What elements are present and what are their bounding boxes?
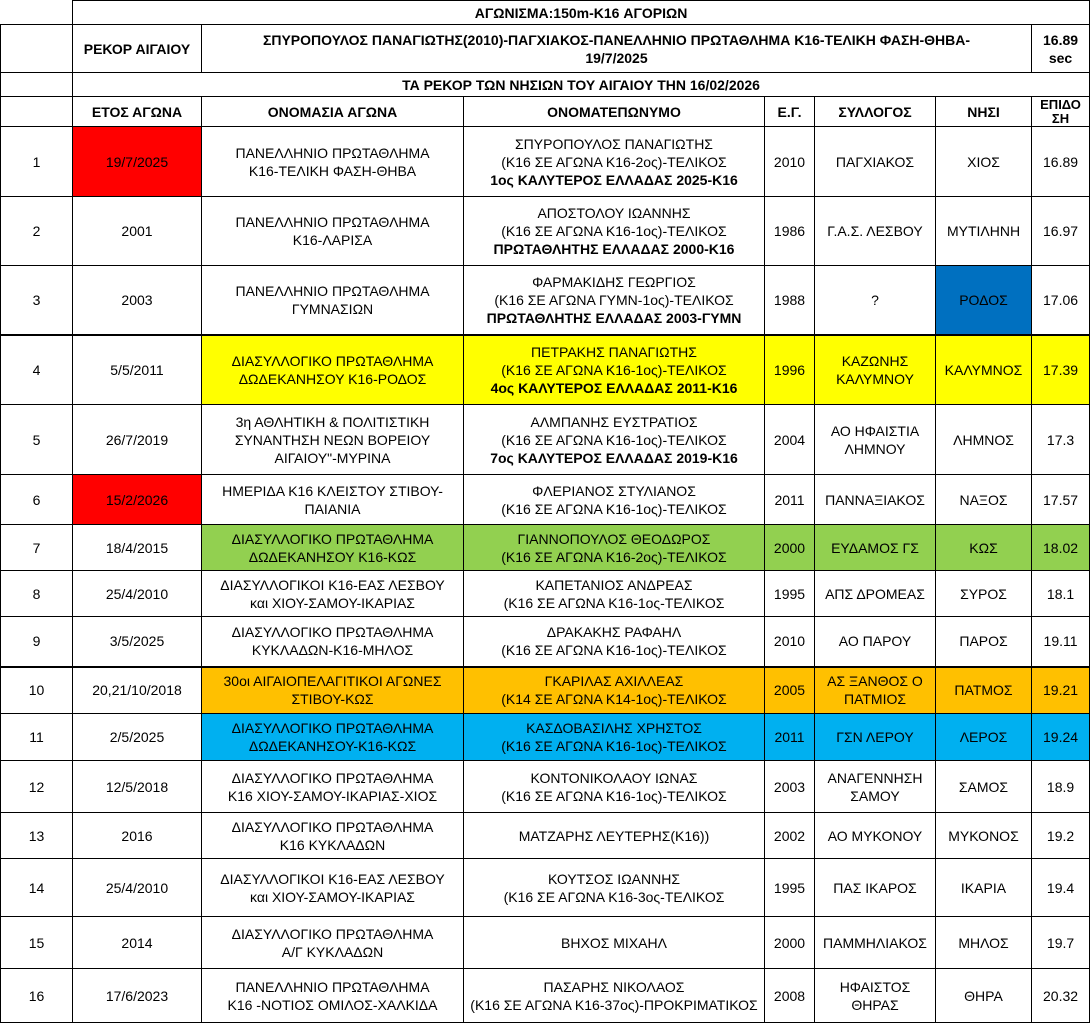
club-cell: ΕΥΔΑΜΟΣ ΓΣ [815,525,936,571]
col-birth: Ε.Γ. [765,97,815,127]
rank-cell: 12 [1,761,73,813]
performance-cell: 19.24 [1032,714,1090,761]
col-performance: ΕΠΙΔΟ ΣΗ [1032,97,1090,127]
island-cell: ΚΩΣ [936,525,1032,571]
club-cell: ΑΟ ΠΑΡΟΥ [815,617,936,667]
date-cell: 26/7/2019 [73,405,202,475]
meet-cell: ΗΜΕΡΙΔΑ Κ16 ΚΛΕΙΣΤΟΥ ΣΤΙΒΟΥ- ΠΑΙΑΝΙΑ [202,475,464,525]
table-row [1,266,1090,335]
table-row [1,617,1090,667]
athlete-cell: ΦΛΕΡΙΑΝΟΣ ΣΤΥΛΙΑΝΟΣ (Κ16 ΣΕ ΑΓΩΝΑ Κ16-1ος)-ΤΕΛΙΚΟΣ [464,475,765,525]
island-cell: ΛΕΡΟΣ [936,714,1032,761]
column-header-row [1,97,1090,127]
performance-cell: 16.97 [1032,197,1090,266]
subtitle-row [1,73,1090,97]
athlete-cell: ΚΟΝΤΟΝΙΚΟΛΑΟΥ ΙΩΝΑΣ (Κ16 ΣΕ ΑΓΩΝΑ Κ16-1ος)-ΤΕΛΙΚΟΣ [464,761,765,813]
island-cell: ΧΙΟΣ [936,127,1032,197]
birth-year-cell: 1996 [765,335,815,405]
club-cell: ΠΑΓΧΙΑΚΟΣ [815,127,936,197]
rank-cell: 4 [1,335,73,405]
date-cell: 25/4/2010 [73,571,202,617]
island-cell: ΘΗΡΑ [936,969,1032,1023]
club-cell: ΑΣ ΞΑΝΘΟΣ Ο ΠΑΤΜΙΟΣ [815,667,936,714]
birth-year-cell: 2002 [765,813,815,859]
athlete-cell: ΚΑΠΕΤΑΝΙΟΣ ΑΝΔΡΕΑΣ (Κ16 ΣΕ ΑΓΩΝΑ Κ16-1ος-ΤΕΛΙΚΟΣ [464,571,765,617]
records-body [1,127,1090,1023]
rank-cell: 9 [1,617,73,667]
rank-cell: 7 [1,525,73,571]
meet-cell: ΔΙΑΣΥΛΛΟΓΙΚΟΙ Κ16-ΕΑΣ ΛΕΣΒΟΥ και ΧΙΟΥ-ΣΑΜΟΥ-ΙΚΑΡΙΑΣ [202,859,464,917]
date-cell: 19/7/2025 [73,127,202,197]
birth-year-cell: 2004 [765,405,815,475]
athlete-cell: ΒΗΧΟΣ ΜΙΧΑΗΛ [464,917,765,969]
birth-year-cell: 1995 [765,571,815,617]
birth-year-cell: 2010 [765,127,815,197]
table-row [1,813,1090,859]
date-cell: 2/5/2025 [73,714,202,761]
table-row [1,969,1090,1023]
rank-cell: 14 [1,859,73,917]
meet-cell: ΠΑΝΕΛΛΗΝΙΟ ΠΡΩΤΑΘΛΗΜΑ ΓΥΜΝΑΣΙΩΝ [202,266,464,335]
island-cell: ΣΑΜΟΣ [936,761,1032,813]
island-cell: ΙΚΑΡΙΑ [936,859,1032,917]
birth-year-cell: 2008 [765,969,815,1023]
meet-cell: ΔΙΑΣΥΛΛΟΓΙΚΟ ΠΡΩΤΑΘΛΗΜΑ ΔΩΔΕΚΑΝΗΣΟΥ Κ16-ΚΩΣ [202,525,464,571]
meet-cell: 3η ΑΘΛΗΤΙΚΗ & ΠΟΛΙΤΙΣΤΙΚΗ ΣΥΝΑΝΤΗΣΗ ΝΕΩΝ ΒΟΡΕΙΟΥ ΑΙΓΑΙΟΥ"-ΜΥΡΙΝΑ [202,405,464,475]
rank-cell: 8 [1,571,73,617]
performance-cell: 17.57 [1032,475,1090,525]
athlete-cell: ΔΡΑΚΑΚΗΣ ΡΑΦΑΗΛ (Κ16 ΣΕ ΑΓΩΝΑ Κ16-1ος)-ΤΕΛΙΚΟΣ [464,617,765,667]
island-cell: ΜΗΛΟΣ [936,917,1032,969]
meet-cell: ΔΙΑΣΥΛΛΟΓΙΚΟΙ Κ16-ΕΑΣ ΛΕΣΒΟΥ και ΧΙΟΥ-ΣΑΜΟΥ-ΙΚΑΡΙΑΣ [202,571,464,617]
island-cell: ΛΗΜΝΟΣ [936,405,1032,475]
performance-cell: 19.4 [1032,859,1090,917]
rank-cell: 1 [1,127,73,197]
performance-cell: 18.02 [1032,525,1090,571]
club-cell: ΑΠΣ ΔΡΟΜΕΑΣ [815,571,936,617]
birth-year-cell: 1986 [765,197,815,266]
table-row [1,405,1090,475]
record-time: 16.89 sec [1032,25,1090,73]
rank-cell: 2 [1,197,73,266]
subtitle: ΤΑ ΡΕΚΟΡ ΤΩΝ ΝΗΣΙΩΝ ΤΟΥ ΑΙΓΑΙΟΥ ΤΗΝ 16/02/2026 [73,73,1090,97]
club-cell: ΓΣΝ ΛΕΡΟΥ [815,714,936,761]
performance-cell: 20.32 [1032,969,1090,1023]
record-description: ΣΠΥΡΟΠΟΥΛΟΣ ΠΑΝΑΓΙΩΤΗΣ(2010)-ΠΑΓΧΙΑΚΟΣ-ΠΑΝΕΛΛΗΝΙΟ ΠΡΩΤΑΘΛΗΜΑ Κ16-ΤΕΛΙΚΗ ΦΑΣΗ-ΘΗΒΑ- 19/7/2025 [202,25,1032,73]
club-cell: ? [815,266,936,335]
table-row [1,667,1090,714]
island-cell: ΚΑΛΥΜΝΟΣ [936,335,1032,405]
rank-cell: 6 [1,475,73,525]
birth-year-cell: 2003 [765,761,815,813]
birth-year-cell: 1988 [765,266,815,335]
athlete-cell: ΓΚΑΡΙΛΑΣ ΑΧΙΛΛΕΑΣ (Κ14 ΣΕ ΑΓΩΝΑ Κ14-1ος)-ΤΕΛΙΚΟΣ [464,667,765,714]
athlete-cell: ΚΟΥΤΣΟΣ ΙΩΑΝΝΗΣ (Κ16 ΣΕ ΑΓΩΝΑ Κ16-3ος-ΤΕΛΙΚΟΣ [464,859,765,917]
event-title: ΑΓΩΝΙΣΜΑ:150m-K16 ΑΓΟΡΙΩΝ [73,1,1090,25]
meet-cell: 30οι ΑΙΓΑΙΟΠΕΛΑΓΙΤΙΚΟΙ ΑΓΩΝΕΣ ΣΤΙΒΟΥ-ΚΩΣ [202,667,464,714]
performance-cell: 19.7 [1032,917,1090,969]
date-cell: 17/6/2023 [73,969,202,1023]
table-row [1,917,1090,969]
date-cell: 15/2/2026 [73,475,202,525]
athlete-cell: ΠΕΤΡΑΚΗΣ ΠΑΝΑΓΙΩΤΗΣ (Κ16 ΣΕ ΑΓΩΝΑ Κ16-1ος)-ΤΕΛΙΚΟΣ 4ος ΚΑΛΥΤΕΡΟΣ ΕΛΛΑΔΑΣ 2011-Κ16 [464,335,765,405]
record-row [1,25,1090,73]
club-cell: Γ.Α.Σ. ΛΕΣΒΟΥ [815,197,936,266]
athlete-cell: ΓΙΑΝΝΟΠΟΥΛΟΣ ΘΕΟΔΩΡΟΣ (Κ16 ΣΕ ΑΓΩΝΑ Κ16-2ος)-ΤΕΛΙΚΟΣ [464,525,765,571]
record-label: ΡΕΚΟΡ ΑΙΓΑΙΟΥ [73,25,202,73]
club-cell: ΠΑΣ ΙΚΑΡΟΣ [815,859,936,917]
birth-year-cell: 2011 [765,475,815,525]
club-cell: ΑΟ ΜΥΚΟΝΟΥ [815,813,936,859]
island-cell: ΝΑΞΟΣ [936,475,1032,525]
table-row [1,714,1090,761]
club-cell: ΚΑΖΩΝΗΣ ΚΑΛΥΜΝΟΥ [815,335,936,405]
date-cell: 2016 [73,813,202,859]
date-cell: 2001 [73,197,202,266]
date-cell: 2014 [73,917,202,969]
table-row [1,475,1090,525]
rank-cell: 11 [1,714,73,761]
meet-cell: ΔΙΑΣΥΛΛΟΓΙΚΟ ΠΡΩΤΑΘΛΗΜΑ Κ16 ΧΙΟΥ-ΣΑΜΟΥ-ΙΚΑΡΙΑΣ-ΧΙΟΣ [202,761,464,813]
col-island: ΝΗΣΙ [936,97,1032,127]
meet-cell: ΔΙΑΣΥΛΛΟΓΙΚΟ ΠΡΩΤΑΘΛΗΜΑ ΚΥΚΛΑΔΩΝ-Κ16-ΜΗΛΟΣ [202,617,464,667]
athlete-cell: ΠΑΣΑΡΗΣ ΝΙΚΟΛΑΟΣ (Κ16 ΣΕ ΑΓΩΝΑ Κ16-37ος)-ΠΡΟΚΡΙΜΑΤΙΚΟΣ [464,969,765,1023]
rank-cell: 10 [1,667,73,714]
birth-year-cell: 2000 [765,525,815,571]
rank-cell: 16 [1,969,73,1023]
athlete-cell: ΑΛΜΠΑΝΗΣ ΕΥΣΤΡΑΤΙΟΣ (Κ16 ΣΕ ΑΓΩΝΑ Κ16-1ος)-ΤΕΛΙΚΟΣ 7ος ΚΑΛΥΤΕΡΟΣ ΕΛΛΑΔΑΣ 2019-Κ16 [464,405,765,475]
table-row [1,859,1090,917]
date-cell: 12/5/2018 [73,761,202,813]
table-row [1,761,1090,813]
island-cell: ΠΑΤΜΟΣ [936,667,1032,714]
rank-cell: 5 [1,405,73,475]
island-cell: ΣΥΡΟΣ [936,571,1032,617]
performance-cell: 17.06 [1032,266,1090,335]
meet-cell: ΔΙΑΣΥΛΛΟΓΙΚΟ ΠΡΩΤΑΘΛΗΜΑ Κ16 ΚΥΚΛΑΔΩΝ [202,813,464,859]
meet-cell: ΠΑΝΕΛΛΗΝΙΟ ΠΡΩΤΑΘΛΗΜΑ Κ16-ΛΑΡΙΣΑ [202,197,464,266]
athlete-cell: ΚΑΣΔΟΒΑΣΙΛΗΣ ΧΡΗΣΤΟΣ (Κ16 ΣΕ ΑΓΩΝΑ Κ16-1ος)-ΤΕΛΙΚΟΣ [464,714,765,761]
col-year: ΕΤΟΣ ΑΓΩΝΑ [73,97,202,127]
island-cell: ΜΥΤΙΛΗΝΗ [936,197,1032,266]
rank-cell: 3 [1,266,73,335]
island-cell: ΜΥΚΟΝΟΣ [936,813,1032,859]
meet-cell: ΔΙΑΣΥΛΛΟΓΙΚΟ ΠΡΩΤΑΘΛΗΜΑ ΔΩΔΕΚΑΝΗΣΟΥ Κ16-ΡΟΔΟΣ [202,335,464,405]
col-meet: ΟΝΟΜΑΣΙΑ ΑΓΩΝΑ [202,97,464,127]
club-cell: ΠΑΜΜΗΛΙΑΚΟΣ [815,917,936,969]
performance-cell: 19.11 [1032,617,1090,667]
performance-cell: 18.1 [1032,571,1090,617]
meet-cell: ΠΑΝΕΛΛΗΝΙΟ ΠΡΩΤΑΘΛΗΜΑ Κ16 -ΝΟΤΙΟΣ ΟΜΙΛΟΣ-ΧΑΛΚΙΔΑ [202,969,464,1023]
performance-cell: 17.39 [1032,335,1090,405]
date-cell: 5/5/2011 [73,335,202,405]
club-cell: ΑΝΑΓΕΝΝΗΣΗ ΣΑΜΟΥ [815,761,936,813]
meet-cell: ΔΙΑΣΥΛΛΟΓΙΚΟ ΠΡΩΤΑΘΛΗΜΑ ΔΩΔΕΚΑΝΗΣΟΥ-Κ16-ΚΩΣ [202,714,464,761]
performance-cell: 17.3 [1032,405,1090,475]
date-cell: 2003 [73,266,202,335]
club-cell: ΠΑΝΝΑΞΙΑΚΟΣ [815,475,936,525]
island-cell: ΡΟΔΟΣ [936,266,1032,335]
birth-year-cell: 2011 [765,714,815,761]
birth-year-cell: 2005 [765,667,815,714]
athlete-cell: ΜΑΤΖΑΡΗΣ ΛΕΥΤΕΡΗΣ(Κ16)) [464,813,765,859]
rank-cell: 15 [1,917,73,969]
athlete-cell: ΑΠΟΣΤΟΛΟΥ ΙΩΑΝΝΗΣ (Κ16 ΣΕ ΑΓΩΝΑ Κ16-1ος)-ΤΕΛΙΚΟΣ ΠΡΩΤΑΘΛΗΤΗΣ ΕΛΛΑΔΑΣ 2000-Κ16 [464,197,765,266]
table-row [1,335,1090,405]
col-name: ΟΝΟΜΑΤΕΠΩΝΥΜΟ [464,97,765,127]
birth-year-cell: 2000 [765,917,815,969]
meet-cell: ΔΙΑΣΥΛΛΟΓΙΚΟ ΠΡΩΤΑΘΛΗΜΑ Α/Γ ΚΥΚΛΑΔΩΝ [202,917,464,969]
date-cell: 20,21/10/2018 [73,667,202,714]
table-row [1,197,1090,266]
date-cell: 18/4/2015 [73,525,202,571]
performance-cell: 18.9 [1032,761,1090,813]
island-cell: ΠΑΡΟΣ [936,617,1032,667]
table-row [1,525,1090,571]
performance-cell: 19.21 [1032,667,1090,714]
performance-cell: 16.89 [1032,127,1090,197]
date-cell: 25/4/2010 [73,859,202,917]
rank-cell: 13 [1,813,73,859]
table-row [1,571,1090,617]
performance-cell: 19.2 [1032,813,1090,859]
birth-year-cell: 2010 [765,617,815,667]
club-cell: ΗΦΑΙΣΤΟΣ ΘΗΡΑΣ [815,969,936,1023]
event-title-row [1,1,1090,25]
table-row [1,127,1090,197]
club-cell: ΑΟ ΗΦΑΙΣΤΙΑ ΛΗΜΝΟΥ [815,405,936,475]
col-club: ΣΥΛΛΟΓΟΣ [815,97,936,127]
meet-cell: ΠΑΝΕΛΛΗΝΙΟ ΠΡΩΤΑΘΛΗΜΑ Κ16-ΤΕΛΙΚΗ ΦΑΣΗ-ΘΗΒΑ [202,127,464,197]
birth-year-cell: 1995 [765,859,815,917]
date-cell: 3/5/2025 [73,617,202,667]
athlete-cell: ΦΑΡΜΑΚΙΔΗΣ ΓΕΩΡΓΙΟΣ (Κ16 ΣΕ ΑΓΩΝΑ ΓΥΜΝ-1ος)-ΤΕΛΙΚΟΣ ΠΡΩΤΑΘΛΗΤΗΣ ΕΛΛΑΔΑΣ 2003-ΓΥΜΝ [464,266,765,335]
athlete-cell: ΣΠΥΡΟΠΟΥΛΟΣ ΠΑΝΑΓΙΩΤΗΣ (Κ16 ΣΕ ΑΓΩΝΑ Κ16-2ος)-ΤΕΛΙΚΟΣ 1ος ΚΑΛΥΤΕΡΟΣ ΕΛΛΑΔΑΣ 2025-Κ16 [464,127,765,197]
